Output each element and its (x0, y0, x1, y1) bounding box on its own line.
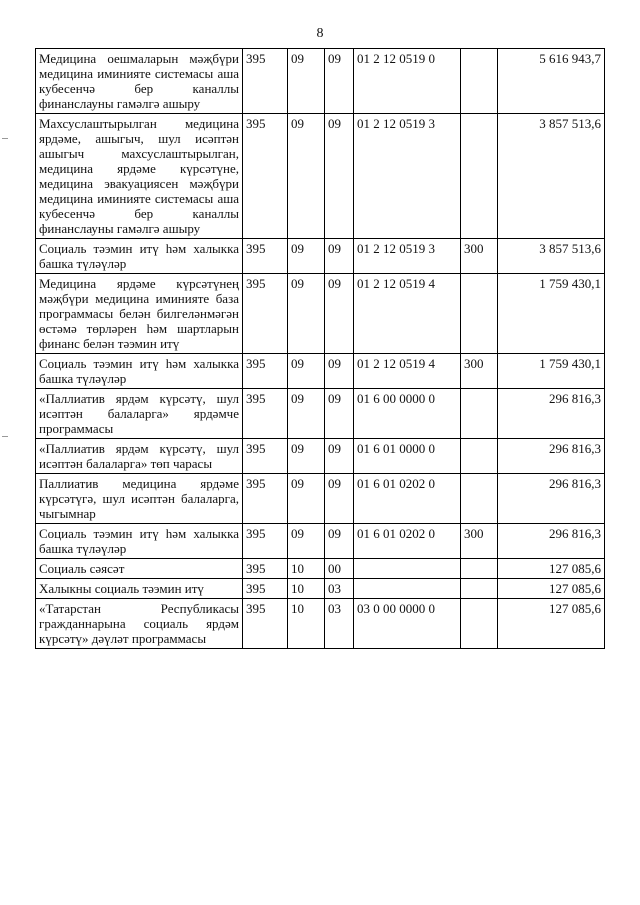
ministry-code: 395 (243, 524, 288, 559)
section-code: 09 (288, 114, 325, 239)
expense-type-code (461, 49, 498, 114)
row-name: «Паллиатив ярдәм күрсәтү, шул исәптән балаларга» төп чарасы (36, 439, 243, 474)
expense-type-code (461, 439, 498, 474)
budget-table (35, 48, 605, 649)
table-row (36, 599, 605, 649)
amount: 296 816,3 (498, 389, 605, 439)
amount: 3 857 513,6 (498, 239, 605, 274)
table-row (36, 474, 605, 524)
amount: 296 816,3 (498, 439, 605, 474)
row-name: Халыкны социаль тәэмин итү (36, 579, 243, 599)
section-code: 09 (288, 389, 325, 439)
row-name: Социаль тәэмин итү һәм халыкка башка түләүләр (36, 354, 243, 389)
target-code: 01 2 12 0519 3 (354, 114, 461, 239)
ministry-code: 395 (243, 559, 288, 579)
target-code: 01 2 12 0519 3 (354, 239, 461, 274)
section-code: 09 (288, 49, 325, 114)
ministry-code: 395 (243, 49, 288, 114)
ministry-code: 395 (243, 114, 288, 239)
target-code: 01 2 12 0519 4 (354, 274, 461, 354)
row-name: Медицина оешмаларын мәҗбүри медицина иминияте системасы аша кубесенчә бер каналлы финанслауны гамәлгә ашыру (36, 49, 243, 114)
subsection-code: 09 (325, 49, 354, 114)
margin-mark (2, 436, 8, 437)
table-row (36, 559, 605, 579)
amount: 296 816,3 (498, 474, 605, 524)
subsection-code: 09 (325, 274, 354, 354)
expense-type-code (461, 389, 498, 439)
subsection-code: 03 (325, 599, 354, 649)
target-code: 01 6 00 0000 0 (354, 389, 461, 439)
target-code: 01 2 12 0519 4 (354, 354, 461, 389)
row-name: «Татарстан Республикасы гражданнарына социаль ярдәм күрсәтү» дәүләт программасы (36, 599, 243, 649)
row-name: Паллиатив медицина ярдәме күрсәтүгә, шул исәптән балаларга, чыгымнар (36, 474, 243, 524)
expense-type-code (461, 274, 498, 354)
subsection-code: 09 (325, 114, 354, 239)
subsection-code: 03 (325, 579, 354, 599)
table-row (36, 354, 605, 389)
section-code: 09 (288, 354, 325, 389)
table-row (36, 439, 605, 474)
row-name: Социаль сәясәт (36, 559, 243, 579)
subsection-code: 09 (325, 474, 354, 524)
amount: 1 759 430,1 (498, 354, 605, 389)
ministry-code: 395 (243, 474, 288, 524)
row-name: Социаль тәэмин итү һәм халыкка башка түләүләр (36, 524, 243, 559)
margin-mark (2, 138, 8, 139)
ministry-code: 395 (243, 239, 288, 274)
subsection-code: 09 (325, 439, 354, 474)
section-code: 09 (288, 239, 325, 274)
ministry-code: 395 (243, 439, 288, 474)
section-code: 10 (288, 559, 325, 579)
table-row (36, 239, 605, 274)
section-code: 09 (288, 439, 325, 474)
target-code (354, 579, 461, 599)
row-name: Махсуслаштырылган медицина ярдәме, ашыгыч, шул исәптән ашыгыч махсуслаштырылган, медицина ярдәме күрсәтүне, медицина эвакуациясен мәҗбүри медицина иминияте системасы аша кубесенчә бер каналлы финанслауны гамәлгә ашыру (36, 114, 243, 239)
target-code: 01 6 01 0202 0 (354, 524, 461, 559)
amount: 3 857 513,6 (498, 114, 605, 239)
subsection-code: 00 (325, 559, 354, 579)
ministry-code: 395 (243, 599, 288, 649)
expense-type-code (461, 599, 498, 649)
ministry-code: 395 (243, 354, 288, 389)
amount: 5 616 943,7 (498, 49, 605, 114)
table-row (36, 49, 605, 114)
amount: 127 085,6 (498, 599, 605, 649)
subsection-code: 09 (325, 389, 354, 439)
target-code: 01 6 01 0000 0 (354, 439, 461, 474)
table-row (36, 524, 605, 559)
expense-type-code (461, 474, 498, 524)
target-code: 01 2 12 0519 0 (354, 49, 461, 114)
expense-type-code: 300 (461, 354, 498, 389)
row-name: Социаль тәэмин итү һәм халыкка башка түләүләр (36, 239, 243, 274)
row-name: «Паллиатив ярдәм күрсәтү, шул исәптән балаларга» ярдәмче программасы (36, 389, 243, 439)
expense-type-code (461, 559, 498, 579)
section-code: 10 (288, 599, 325, 649)
section-code: 09 (288, 274, 325, 354)
ministry-code: 395 (243, 274, 288, 354)
amount: 296 816,3 (498, 524, 605, 559)
table-row (36, 114, 605, 239)
target-code: 01 6 01 0202 0 (354, 474, 461, 524)
amount: 127 085,6 (498, 579, 605, 599)
ministry-code: 395 (243, 389, 288, 439)
expense-type-code (461, 114, 498, 239)
subsection-code: 09 (325, 524, 354, 559)
target-code: 03 0 00 0000 0 (354, 599, 461, 649)
subsection-code: 09 (325, 354, 354, 389)
table-row (36, 274, 605, 354)
table-row (36, 389, 605, 439)
section-code: 10 (288, 579, 325, 599)
page-number: 8 (316, 26, 324, 41)
row-name: Медицина ярдәме күрсәтүнең мәҗбүри медицина иминияте база программасы белән билгеләнмәгән өстәмә төрләрен һәм шартларын финанс белән тәэмин итү (36, 274, 243, 354)
ministry-code: 395 (243, 579, 288, 599)
target-code (354, 559, 461, 579)
expense-type-code: 300 (461, 524, 498, 559)
expense-type-code: 300 (461, 239, 498, 274)
subsection-code: 09 (325, 239, 354, 274)
table-row (36, 579, 605, 599)
amount: 127 085,6 (498, 559, 605, 579)
expense-type-code (461, 579, 498, 599)
section-code: 09 (288, 474, 325, 524)
amount: 1 759 430,1 (498, 274, 605, 354)
section-code: 09 (288, 524, 325, 559)
